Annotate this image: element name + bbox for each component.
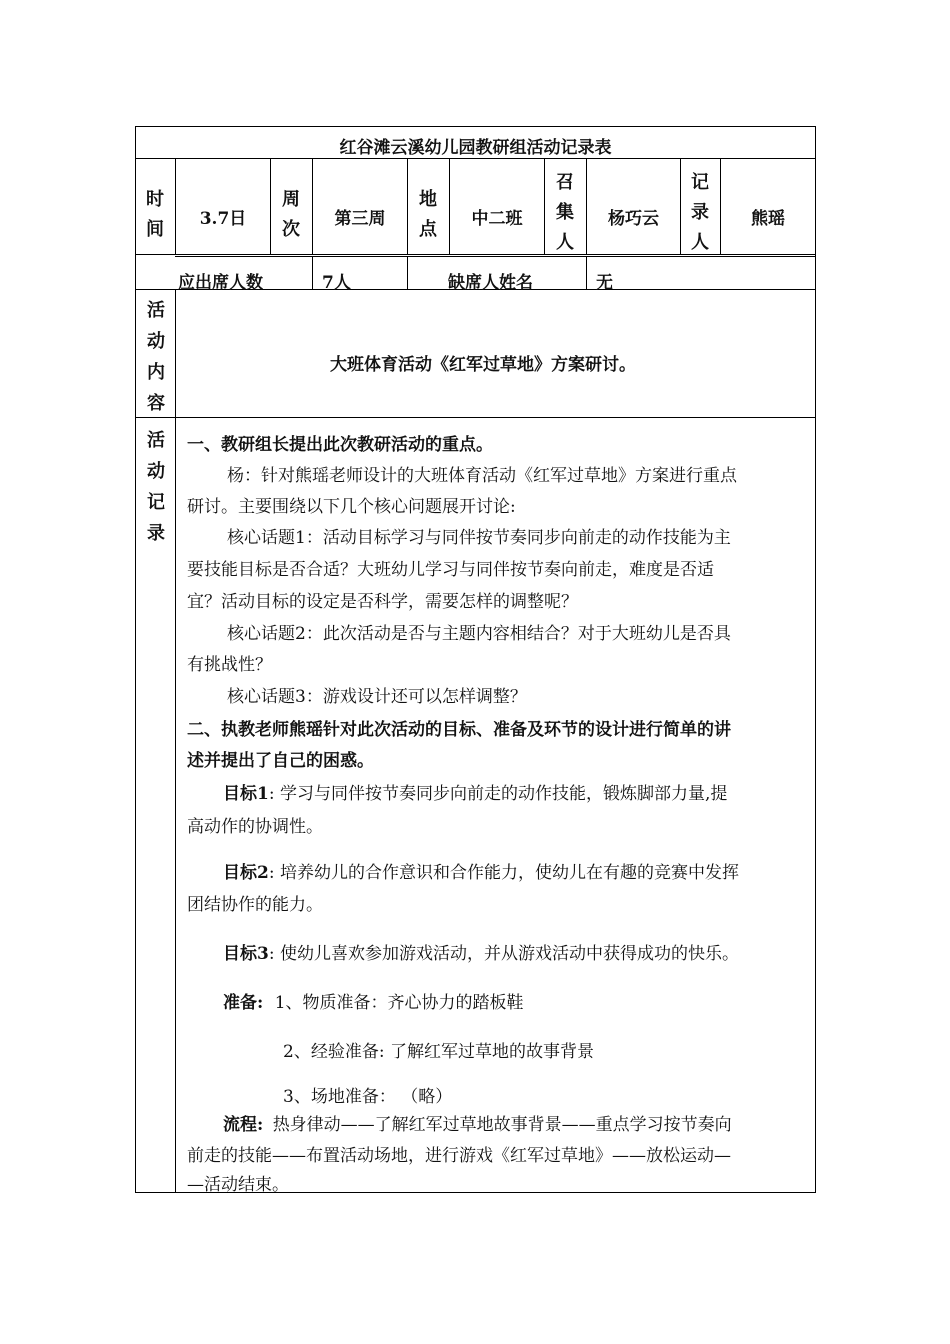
place-label: 地 点: [419, 189, 437, 240]
topic-line: 有挑战性？: [187, 655, 272, 675]
expected-attendance-label: 应出席人数: [178, 273, 263, 293]
flow: 流程: 热身律动——了解红军过草地故事背景——重点学习按节奏向: [223, 1115, 732, 1135]
week-value: 第三周: [334, 209, 386, 229]
goal-label: 目标2: [223, 863, 269, 883]
form-title: 红谷滩云溪幼儿园教研组活动记录表: [339, 138, 612, 158]
recorder-label: 记 录 人: [691, 172, 709, 253]
divider-attendance-top: [175, 256, 816, 257]
divider-content: [135, 417, 816, 418]
flow-line: —活动结束。: [187, 1175, 289, 1195]
col-line: [175, 289, 176, 1193]
paragraph-line: 研讨。主要围绕以下几个核心问题展开讨论:: [187, 497, 516, 517]
place-value: 中二班: [471, 209, 523, 229]
preparation: 准备: 1、物质准备：齐心协力的踏板鞋: [223, 993, 524, 1013]
col-line: [407, 256, 408, 290]
col-line: [680, 158, 681, 255]
section-heading-2: 述并提出了自己的困惑。: [187, 751, 374, 771]
goal-line: 高动作的协调性。: [187, 817, 323, 837]
convener-value: 杨巧云: [608, 209, 659, 229]
flow-label: 流程:: [223, 1115, 264, 1135]
recorder-value: 熊瑶: [751, 209, 785, 229]
goal-line: 团结协作的能力。: [187, 895, 323, 915]
topic-line: 要技能目标是否合适？大班幼儿学习与同伴按节奏向前走，难度是否适: [187, 560, 714, 580]
preparation-line: 3、场地准备： （略）: [283, 1087, 453, 1107]
border-top: [135, 126, 816, 127]
topic-line: 核心话题2：此次活动是否与主题内容相结合？对于大班幼儿是否具: [227, 624, 731, 644]
flow-line: 前走的技能——布置活动场地，进行游戏《红军过草地》——放松运动—: [187, 1146, 731, 1166]
goal-1: 目标1: 学习与同伴按节奏同步向前走的动作技能，锻炼脚部力量,提: [223, 784, 728, 804]
col-line: [544, 158, 545, 255]
section-heading-2: 二、执教老师熊瑶针对此次活动的目标、准备及环节的设计进行简单的讲: [187, 720, 731, 740]
paragraph-line: 杨：针对熊瑶老师设计的大班体育活动《红军过草地》方案进行重点: [227, 466, 737, 486]
topic-line: 核心话题3：游戏设计还可以怎样调整？: [227, 687, 527, 707]
col-line: [407, 158, 408, 255]
goal-label: 目标1: [223, 784, 269, 804]
content-label: 活 动 内 容: [147, 300, 165, 414]
col-line: [586, 256, 587, 290]
section-heading-1: 一、教研组长提出此次教研活动的重点。: [187, 435, 493, 455]
time-label: 时 间: [146, 189, 164, 240]
divider-title: [135, 158, 816, 159]
preparation-line: 2、经验准备: 了解红军过草地的故事背景: [283, 1042, 594, 1062]
record-label: 活 动 记 录: [147, 430, 165, 544]
expected-attendance-value: 7人: [322, 273, 351, 293]
absent-value: 无: [596, 273, 613, 293]
week-label: 周 次: [282, 189, 300, 240]
content-text: 大班体育活动《红军过草地》方案研讨。: [330, 355, 636, 375]
border-left: [135, 126, 136, 1193]
col-line: [312, 256, 313, 290]
goal-label: 目标3: [223, 944, 269, 964]
col-line: [270, 158, 271, 255]
topic-line: 核心话题1：活动目标学习与同伴按节奏同步向前走的动作技能为主: [227, 528, 731, 548]
preparation-label: 准备:: [223, 993, 264, 1013]
convener-label: 召 集 人: [556, 172, 574, 253]
topic-line: 宜？活动目标的设定是否科学，需要怎样的调整呢？: [187, 592, 578, 612]
border-right: [815, 126, 816, 1193]
time-value: 3.7日: [199, 209, 247, 229]
goal-2: 目标2: 培养幼儿的合作意识和合作能力，使幼儿在有趣的竞赛中发挥: [223, 863, 739, 883]
goal-3: 目标3: 使幼儿喜欢参加游戏活动，并从游戏活动中获得成功的快乐。: [223, 944, 739, 964]
absent-label: 缺席人姓名: [448, 273, 533, 293]
